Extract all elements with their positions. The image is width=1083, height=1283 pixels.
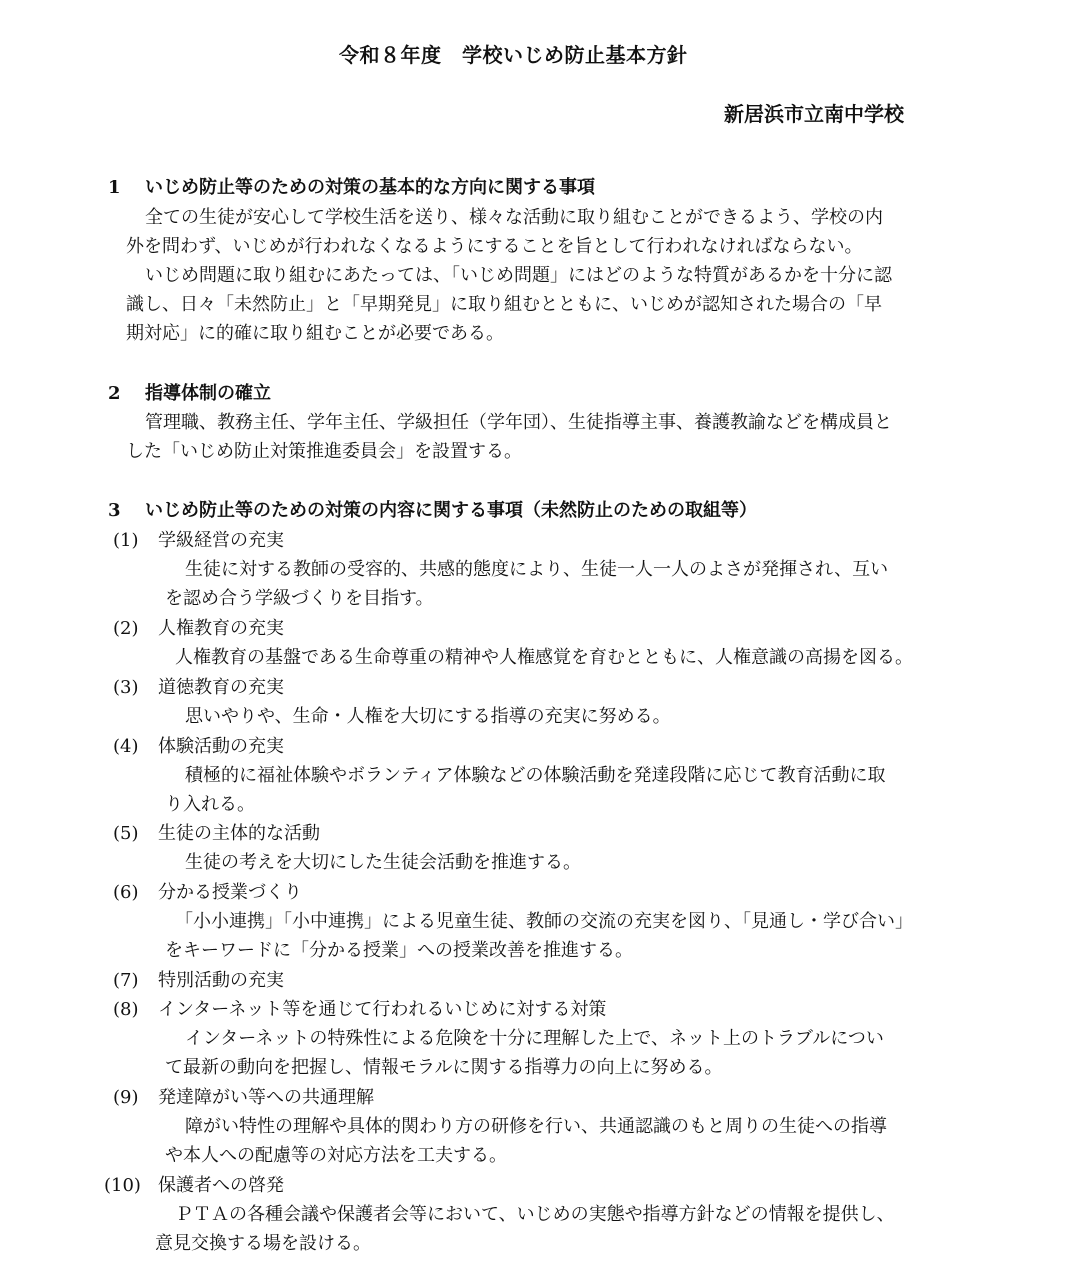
item-number: (9) [113, 1087, 139, 1108]
item-heading: 特別活動の充実 [158, 970, 284, 991]
item-heading: 体験活動の充実 [158, 736, 284, 757]
item-number: (6) [113, 882, 139, 903]
item-heading: 道徳教育の充実 [158, 677, 284, 698]
item-number: (10) [104, 1175, 141, 1196]
item-number: (5) [113, 823, 139, 844]
item-line: 障がい特性の理解や具体的関わり方の研修を行い、共通認識のもと周りの生徒への指導 [185, 1116, 887, 1137]
item-number: (3) [113, 677, 139, 698]
document-title: 令和８年度 学校いじめ防止基本方針 [339, 43, 688, 67]
item-line: 意見交換する場を設ける。 [155, 1233, 371, 1254]
paragraph-line: 識し、日々「未然防止」と「早期発見」に取り組むとともに、いじめが認知された場合の「早 [126, 294, 882, 315]
item-heading: インターネット等を通じて行われるいじめに対する対策 [158, 999, 607, 1020]
item-line: 生徒の考えを大切にした生徒会活動を推進する。 [185, 852, 581, 873]
section-2-heading: 指導体制の確立 [145, 383, 271, 404]
paragraph-line: いじめ問題に取り組むにあたっては、「いじめ問題」にはどのような特質があるかを十分に認 [145, 265, 892, 286]
item-line: 生徒に対する教師の受容的、共感的態度により、生徒一人一人のよさが発揮され、互い [185, 559, 889, 580]
paragraph-line: 全ての生徒が安心して学校生活を送り、様々な活動に取り組むことができるよう、学校の内 [145, 207, 883, 228]
paragraph-line: した「いじめ防止対策推進委員会」を設置する。 [126, 441, 522, 462]
item-line: て最新の動向を把握し、情報モラルに関する指導力の向上に努める。 [165, 1057, 723, 1078]
paragraph-line: 管理職、教務主任、学年主任、学級担任（学年団）、生徒指導主事、養護教諭などを構成員と [145, 412, 892, 433]
item-number: (2) [113, 618, 139, 639]
item-number: (8) [113, 999, 139, 1020]
item-line: や本人への配慮等の対応方法を工夫する。 [165, 1145, 507, 1166]
item-heading: 人権教育の充実 [158, 618, 284, 639]
item-line: 「小小連携」「小中連携」による児童生徒、教師の交流の充実を図り、「見通し・学び合い」 [175, 911, 913, 932]
item-number: (7) [113, 970, 139, 991]
section-1-heading: いじめ防止等のための対策の基本的な方向に関する事項 [145, 177, 595, 198]
section-3-number: 3 [108, 500, 121, 521]
item-line: をキーワードに「分かる授業」への授業改善を推進する。 [165, 940, 633, 961]
item-line: を認め合う学級づくりを目指す。 [165, 588, 434, 609]
item-heading: 学級経営の充実 [158, 530, 284, 551]
item-heading: 発達障がい等への共通理解 [158, 1087, 374, 1108]
section-2-number: 2 [108, 383, 121, 404]
item-heading: 生徒の主体的な活動 [158, 823, 320, 844]
paragraph-line: 外を問わず、いじめが行われなくなるようにすることを旨として行われなければならない。 [126, 236, 863, 257]
paragraph-line: 期対応」に的確に取り組むことが必要である。 [126, 323, 504, 344]
item-number: (1) [113, 530, 139, 551]
school-name: 新居浜市立南中学校 [724, 102, 904, 126]
item-line: り入れる。 [165, 794, 255, 815]
item-line: 思いやりや、生命・人権を大切にする指導の充実に努める。 [185, 706, 671, 727]
item-line: 人権教育の基盤である生命尊重の精神や人権感覚を育むとともに、人権意識の高揚を図る。 [175, 647, 913, 668]
item-number: (4) [113, 736, 139, 757]
item-heading: 分かる授業づくり [158, 882, 302, 903]
item-line: ＰＴＡの各種会議や保護者会等において、いじめの実態や指導方針などの情報を提供し、 [175, 1204, 895, 1225]
item-line: インターネットの特殊性による危険を十分に理解した上で、ネット上のトラブルについ [185, 1028, 884, 1049]
item-line: 積極的に福祉体験やボランティア体験などの体験活動を発達段階に応じて教育活動に取 [185, 765, 886, 786]
item-heading: 保護者への啓発 [158, 1175, 284, 1196]
section-1-number: 1 [108, 177, 121, 198]
section-3-heading: いじめ防止等のための対策の内容に関する事項（未然防止のための取組等） [145, 500, 757, 521]
